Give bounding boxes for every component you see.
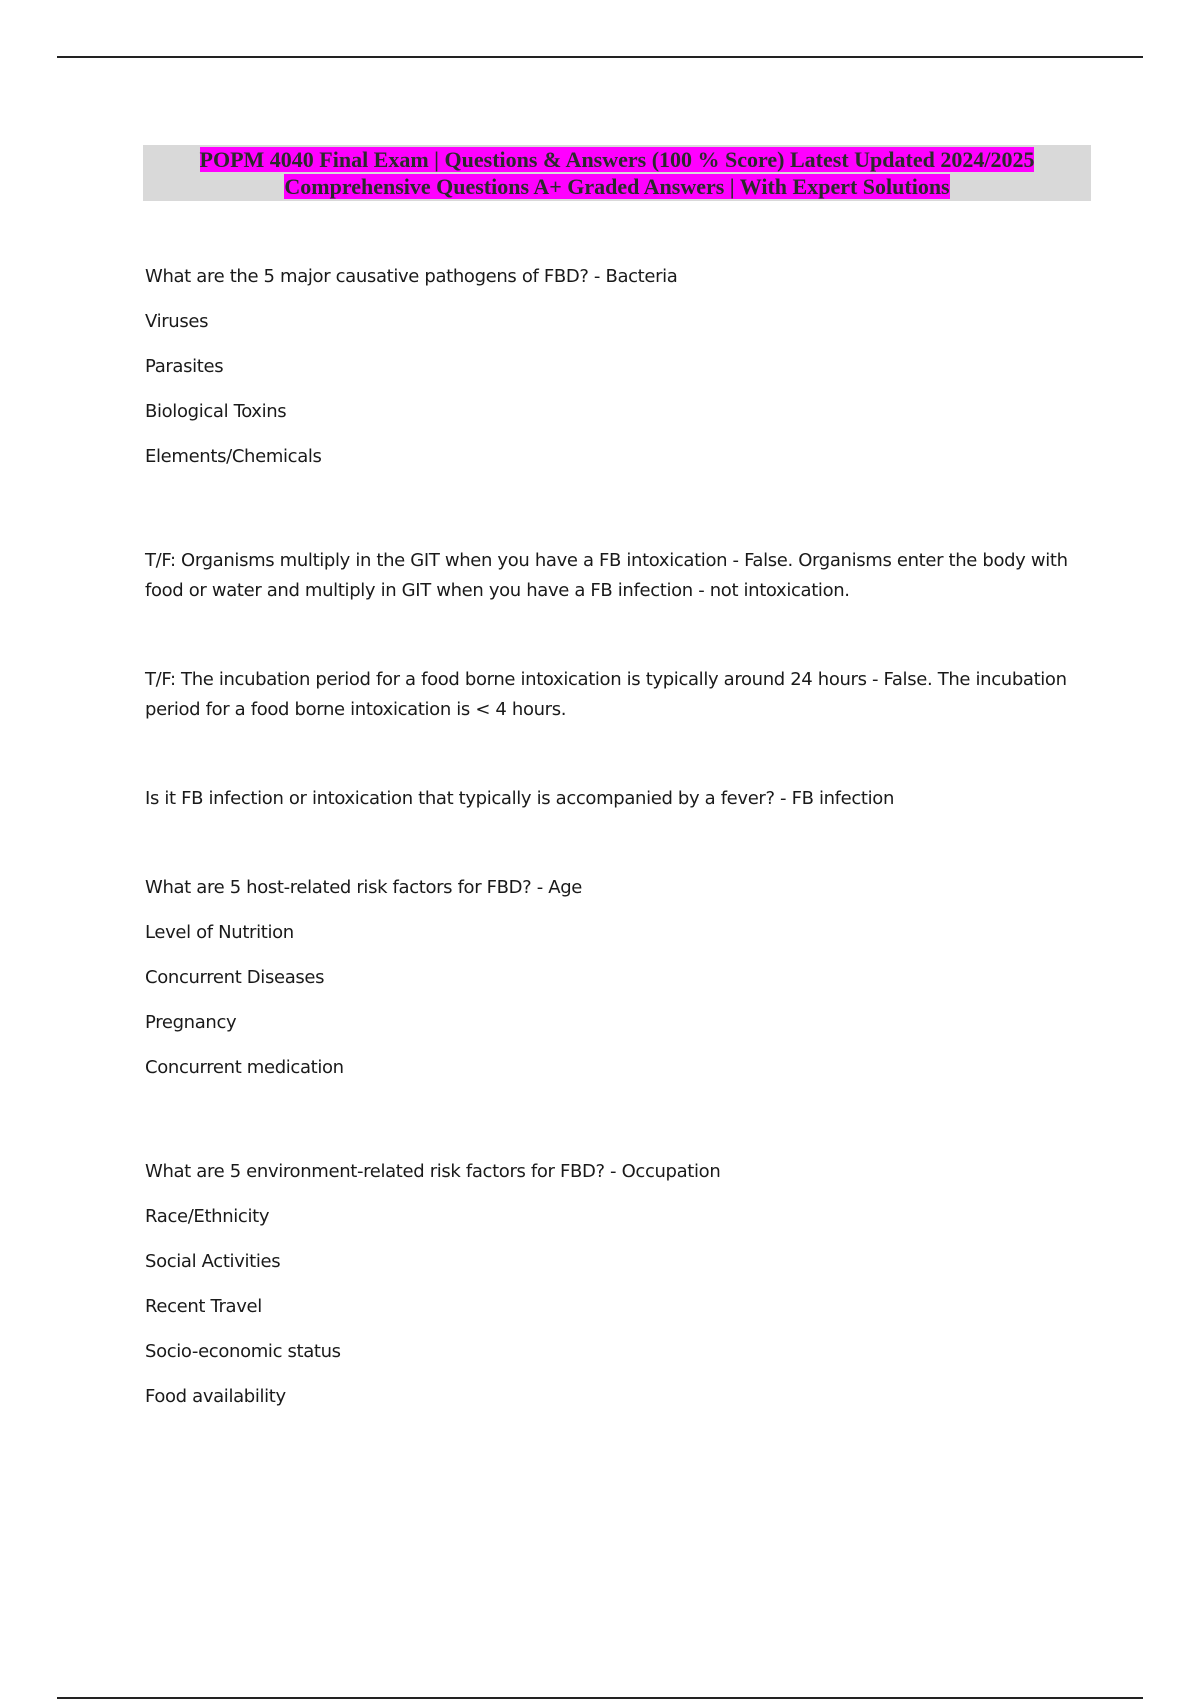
qa-block-incubation (145, 665, 1085, 725)
answer-item: Level of Nutrition (145, 922, 294, 943)
answer-item: Viruses (145, 311, 209, 332)
qa-block-host-risk (145, 873, 1085, 1083)
qa-block-environment-risk (145, 1157, 1085, 1412)
header-rule (57, 56, 1143, 58)
answer-item: Concurrent Diseases (145, 967, 325, 988)
title-line-2: Comprehensive Questions A+ Graded Answers | With Expert Solutions (284, 174, 950, 199)
answer-item: Socio-economic status (145, 1341, 341, 1362)
document-body (145, 262, 1085, 1427)
answer-item: Parasites (145, 356, 224, 377)
answer-item: Concurrent medication (145, 1057, 344, 1078)
answer-item: Social Activities (145, 1251, 281, 1272)
qa-block-multiply (145, 546, 1085, 606)
answer-item: Biological Toxins (145, 401, 287, 422)
question-text: T/F: The incubation period for a food borne intoxication is typically around 24 hours - False. The incubation period for a food borne intoxication is < 4 hours. (145, 669, 1067, 720)
question-text: What are the 5 major causative pathogens of FBD? - Bacteria (145, 266, 678, 287)
qa-block-fever (145, 784, 1085, 814)
question-text: What are 5 host-related risk factors for FBD? - Age (145, 877, 583, 898)
answer-item: Race/Ethnicity (145, 1206, 270, 1227)
question-text: Is it FB infection or intoxication that typically is accompanied by a fever? - FB infection (145, 788, 894, 809)
qa-block-pathogens (145, 262, 1085, 472)
document-title (143, 145, 1091, 201)
question-text: T/F: Organisms multiply in the GIT when you have a FB intoxication - False. Organisms enter the body with food or water and multiply in GIT when you have a FB infection - not intoxication. (145, 550, 1068, 601)
title-line-1: POPM 4040 Final Exam | Questions & Answers (100 % Score) Latest Updated 2024/2025 (199, 147, 1035, 172)
question-text: What are 5 environment-related risk factors for FBD? - Occupation (145, 1161, 721, 1182)
answer-item: Elements/Chemicals (145, 446, 322, 467)
answer-item: Food availability (145, 1386, 286, 1407)
footer-rule (57, 1697, 1143, 1699)
answer-item: Recent Travel (145, 1296, 262, 1317)
answer-item: Pregnancy (145, 1012, 237, 1033)
